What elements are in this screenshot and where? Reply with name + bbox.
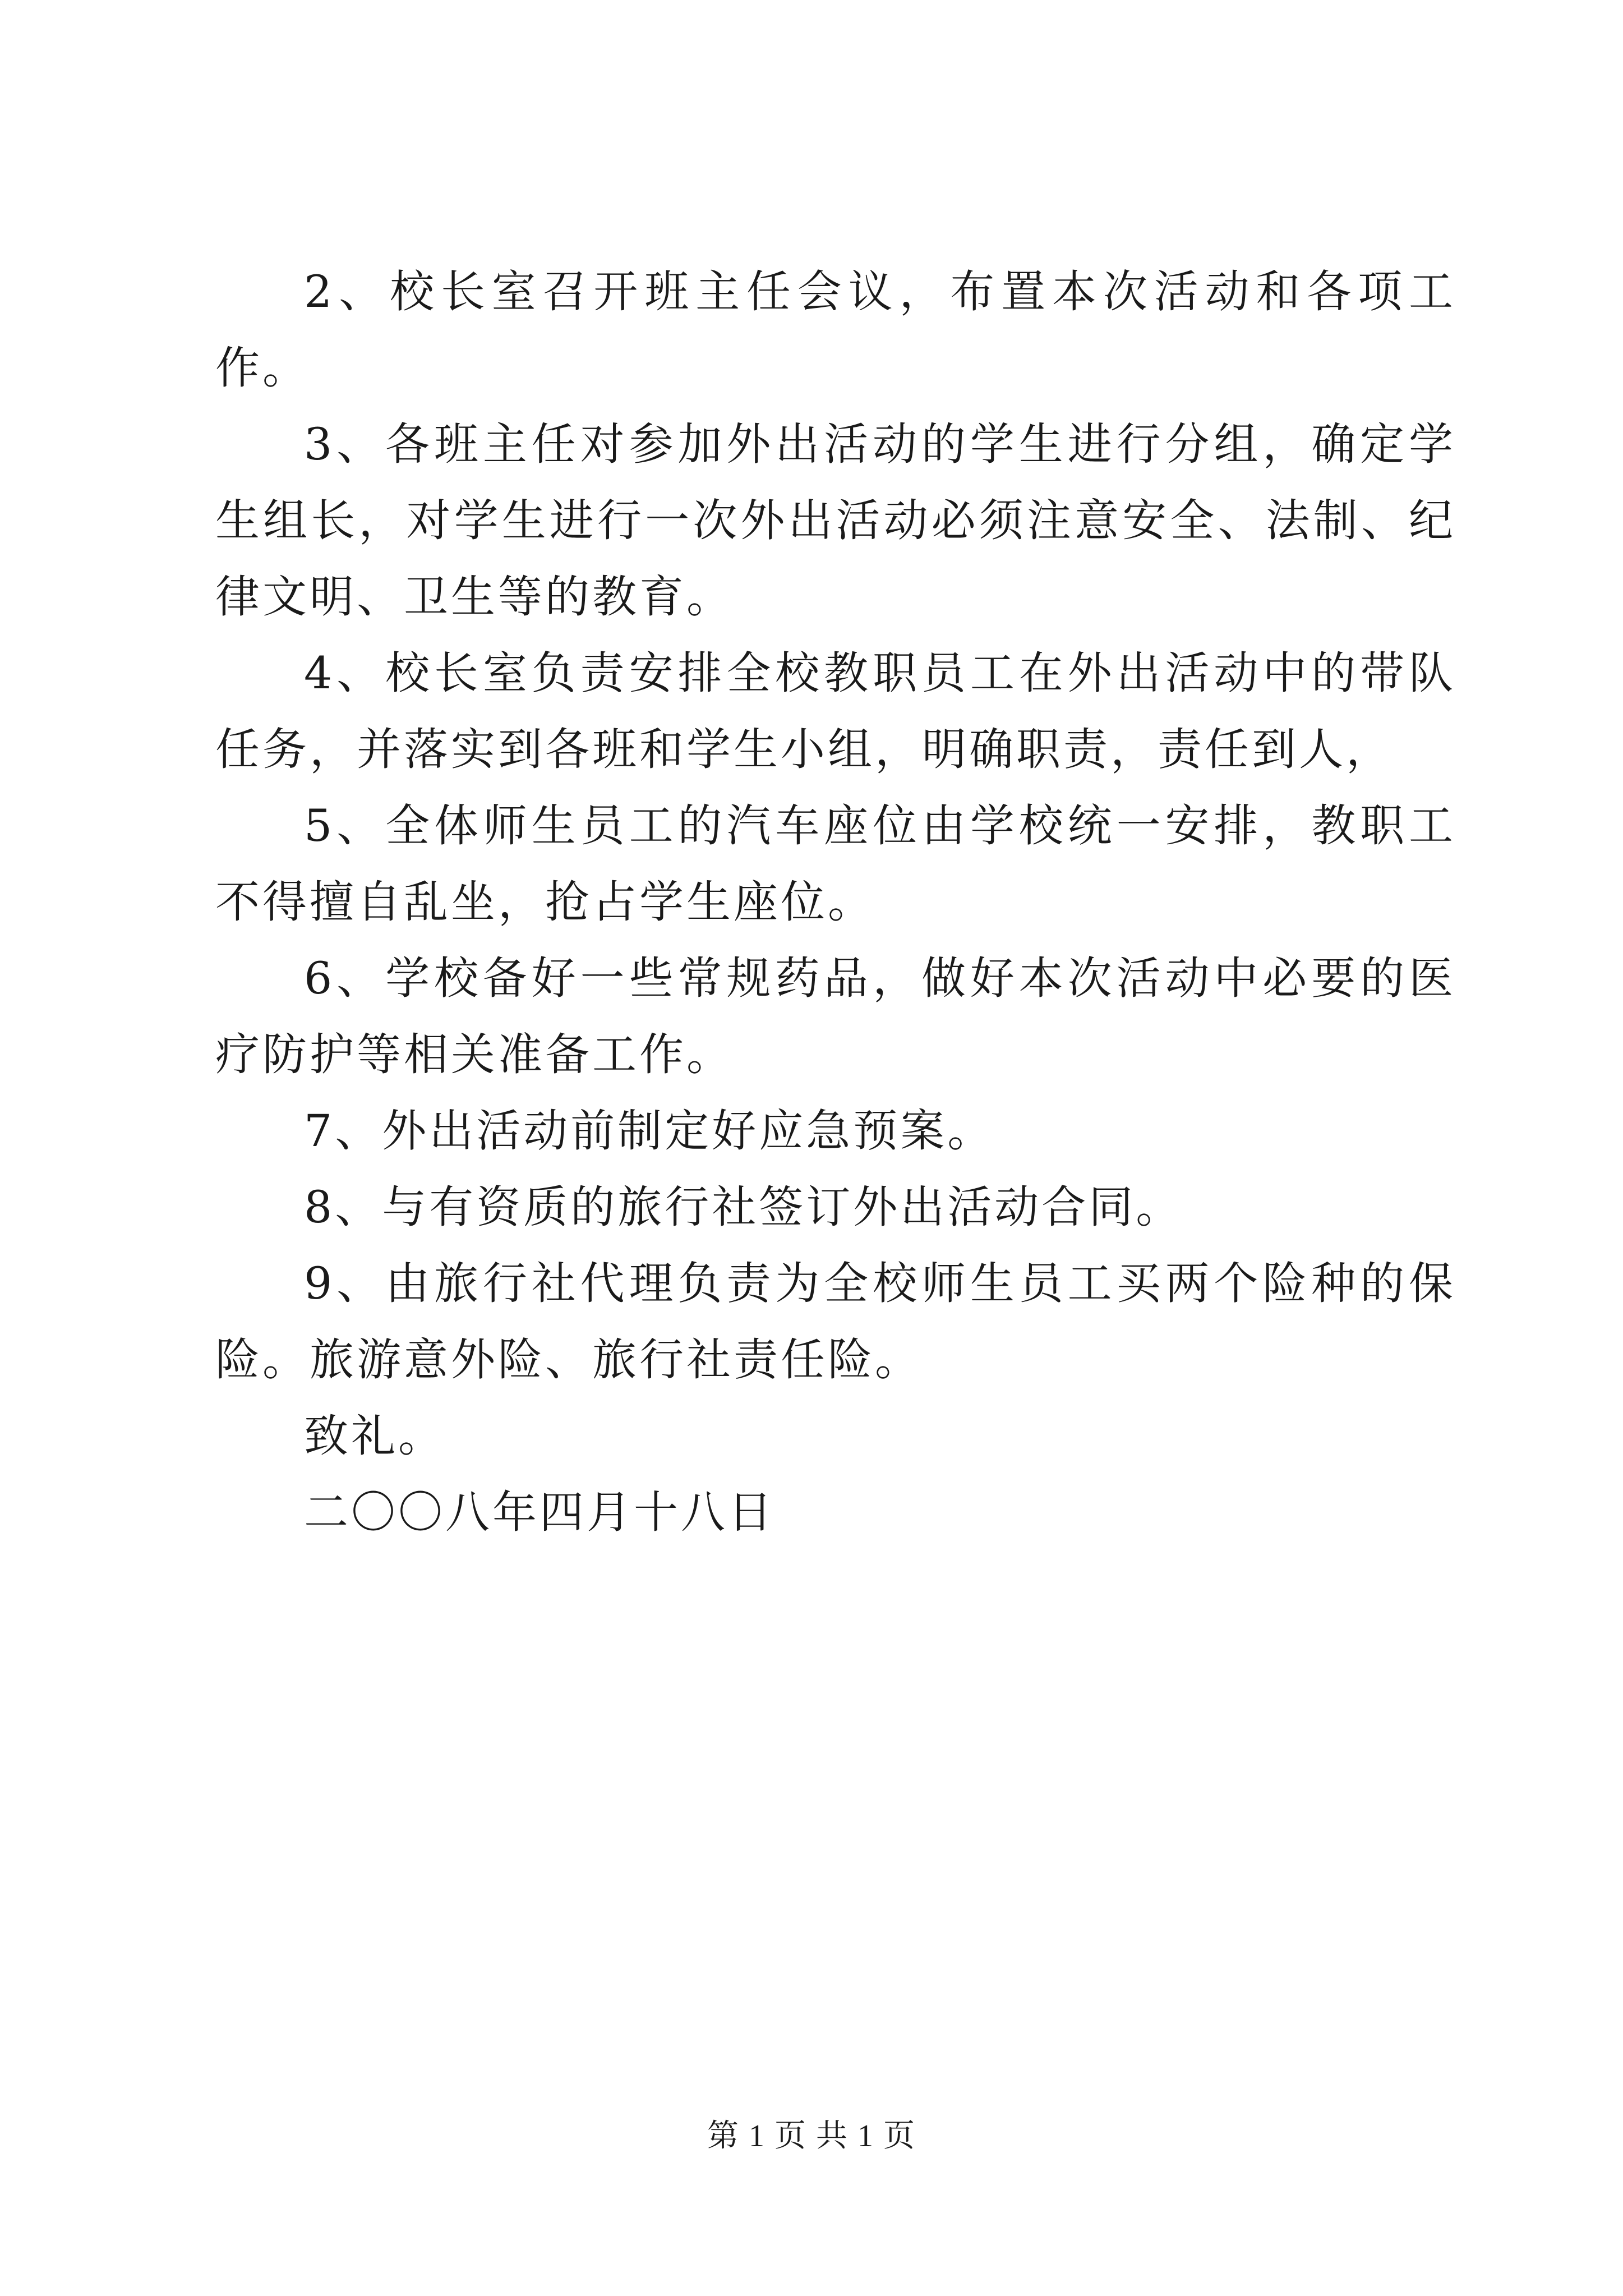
- document-body: [215, 254, 1456, 1550]
- document-date: 二〇〇八年四月十八日: [304, 1487, 775, 1538]
- paragraph-item-6: 6、学校备好一些常规药品，做好本次活动中必要的医疗防护等相关准备工作。: [215, 953, 1456, 1080]
- paragraph-item-4: 4、校长室负责安排全校教职员工在外出活动中的带队任务，并落实到各班和学生小组，明确职责，责任到人，: [215, 647, 1456, 775]
- paragraph-item-3: 3、各班主任对参加外出活动的学生进行分组，确定学生组长，对学生进行一次外出活动必须注意安全、法制、纪律文明、卫生等的教育。: [215, 418, 1456, 623]
- paragraph-item-5: 5、全体师生员工的汽车座位由学校统一安排，教职工不得擅自乱坐，抢占学生座位。: [215, 800, 1456, 928]
- page-number-footer: 第 1 页 共 1 页: [707, 2119, 916, 2154]
- paragraph-item-7: 7、外出活动前制定好应急预案。: [304, 1105, 995, 1157]
- paragraph-item-8: 8、与有资质的旅行社签订外出活动合同。: [304, 1181, 1183, 1233]
- paragraph-item-2: 2、校长室召开班主任会议，布置本次活动和各项工作。: [215, 266, 1456, 394]
- closing-salutation: 致礼。: [304, 1410, 445, 1462]
- paragraph-item-9: 9、由旅行社代理负责为全校师生员工买两个险种的保险。旅游意外险、旅行社责任险。: [215, 1258, 1456, 1386]
